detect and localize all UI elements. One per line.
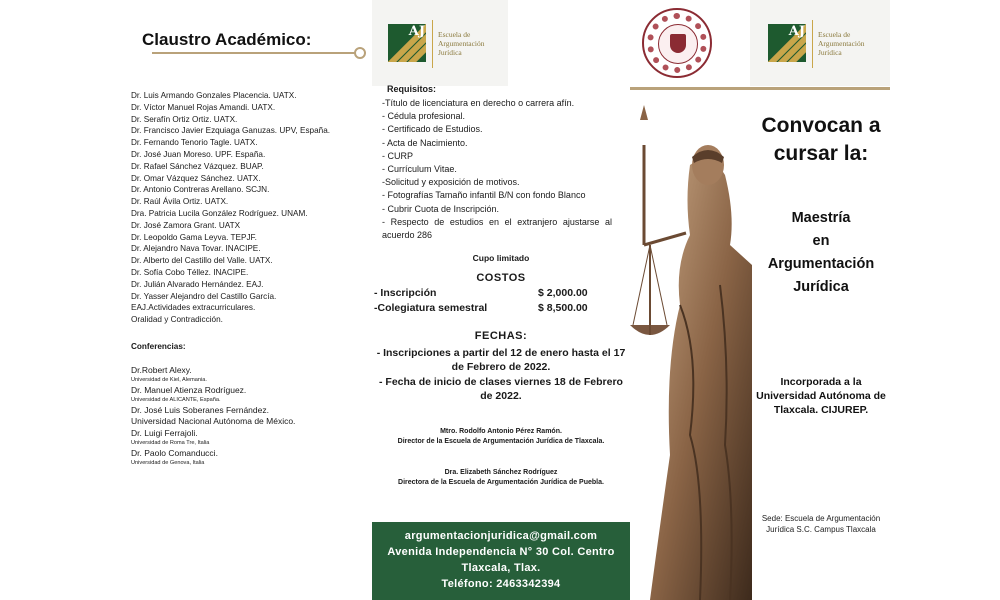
conference-speaker: Dr.Robert Alexy.	[131, 365, 192, 375]
faculty-item: Dr. Antonio Contreras Arellano. SCJN.	[131, 185, 270, 195]
conference-speaker: Dr. Manuel Atienza Rodríguez.	[131, 385, 247, 395]
logo-divider	[432, 20, 433, 68]
title-divider-dot	[354, 47, 366, 59]
faculty-item: Dra. Patricia Lucila González Rodríguez. UNAM.	[131, 208, 308, 218]
requirement-item: - Certificado de Estudios.	[382, 124, 483, 135]
header-divider	[630, 87, 890, 90]
signature-director-tlaxcala	[382, 427, 620, 447]
signature-role: Director de la Escuela de Argumentación Jurídica de Tlaxcala.	[397, 438, 605, 445]
school-logo	[372, 0, 508, 86]
faculty-item: Dr. Serafín Ortiz Ortiz. UATX.	[131, 114, 238, 124]
signature-name: Dra. Elizabeth Sánchez Rodríguez	[444, 469, 558, 476]
logo-text: Escuela de Argumentación Jurídica	[818, 30, 865, 57]
cost-label: - Inscripción	[374, 287, 437, 299]
requirements-list	[382, 97, 612, 242]
faculty-item: Dr. Víctor Manuel Rojas Amandi. UATX.	[131, 102, 276, 112]
faculty-item: EAJ.Actividades extracurriculares.	[131, 303, 256, 313]
lady-justice-statue-image	[630, 105, 752, 600]
contact-phone[interactable]: Teléfono: 2463342394	[441, 578, 561, 590]
class-start-date: - Fecha de inicio de clases viernes 18 de Febrero de 2022.	[379, 376, 623, 402]
faculty-item: Dr. Francisco Javier Ezquiaga Ganuzas. UPV, España.	[131, 126, 331, 136]
conference-item	[131, 365, 371, 384]
aj-logo-icon: AJ	[388, 24, 426, 62]
faculty-item: Dr. José Zamora Grant. UATX	[131, 220, 241, 230]
faculty-item: Dr. Leopoldo Gama Leyva. TEPJF.	[131, 232, 257, 242]
signature-name: Mtro. Rodolfo Antonio Pérez Ramón.	[440, 428, 562, 435]
contact-box	[372, 522, 630, 600]
faculty-item: Oralidad y Contradicción.	[131, 315, 223, 325]
conference-university: Universidad de Kiel, Alemania.	[131, 377, 207, 383]
contact-email[interactable]: argumentacionjuridica@gmail.com	[404, 530, 598, 542]
costs-title: COSTOS	[476, 272, 526, 284]
conference-speaker: Dr. Paolo Comanducci.	[131, 448, 218, 458]
faculty-item: Dr. Julián Alvarado Hernández. EAJ.	[131, 279, 264, 289]
left-panel	[0, 0, 372, 600]
call-heading: Convocan a cursar la:	[761, 114, 881, 165]
requirement-item: - Acta de Nacimiento.	[382, 137, 468, 148]
conference-university: Universidad de Genova, Italia	[131, 460, 205, 466]
faculty-item: Dr. Alberto del Castillo del Valle. UATX.	[131, 256, 273, 266]
faculty-title: Claustro Académico:	[142, 30, 312, 49]
university-seal-icon	[642, 8, 712, 78]
faculty-item: Dr. Alejandro Nava Tovar. INACIPE.	[131, 244, 261, 254]
right-panel	[630, 0, 1000, 600]
conferences-list	[131, 365, 371, 468]
conference-university: Universidad de Roma Tre, Italia	[131, 440, 210, 446]
conference-speaker: Dr. José Luis Soberanes Fernández.	[131, 405, 269, 415]
conference-speaker: Dr. Luigi Ferrajoli.	[131, 428, 198, 438]
faculty-item: Dr. Yasser Alejandro del Castillo García.	[131, 291, 277, 301]
campus-location: Sede: Escuela de Argumentación Jurídica S.C. Campus Tlaxcala	[761, 514, 881, 534]
requirement-item: - Fotografías Tamaño infantil B/N con fondo Blanco	[382, 190, 586, 201]
requirement-item: - CURP	[382, 150, 413, 161]
conference-item	[131, 385, 371, 404]
faculty-list	[131, 90, 371, 326]
title-divider	[152, 52, 357, 54]
cost-label: -Colegiatura semestral	[374, 302, 488, 314]
faculty-item: Dr. Fernando Tenorio Tagle. UATX.	[131, 138, 258, 148]
requirements-title: Requisitos:	[387, 84, 437, 94]
aj-logo-icon: AJ	[768, 24, 806, 62]
faculty-item: Dr. José Juan Moreso. UPF. España.	[131, 149, 266, 159]
contact-address: Avenida Independencia N° 30 Col. Centro Tlaxcala, Tlax.	[387, 546, 615, 574]
logo-divider	[812, 20, 813, 68]
requirement-item: - Cédula profesional.	[382, 111, 466, 122]
dates-title: FECHAS:	[474, 330, 528, 342]
faculty-item: Dr. Sofía Cobo Téllez. INACIPE.	[131, 267, 249, 277]
requirement-item: - Respecto de estudios en el extranjero ajustarse al acuerdo 286	[382, 216, 612, 241]
cost-amount: $ 2,000.00	[538, 287, 588, 299]
requirement-item: -Solicitud y exposición de motivos.	[382, 177, 520, 188]
program-name: Maestría en Argumentación Jurídica	[767, 210, 875, 295]
signature-director-puebla	[382, 468, 620, 488]
signature-role: Directora de la Escuela de Argumentación Jurídica de Puebla.	[398, 479, 604, 486]
requirement-item: -Título de licenciatura en derecho o carrera afín.	[382, 98, 575, 108]
requirement-item: - Currículum Vitae.	[382, 164, 457, 175]
faculty-item: Dr. Luis Armando Gonzales Placencia. UATX.	[131, 91, 297, 100]
faculty-item: Dr. Rafael Sánchez Vázquez. BUAP.	[131, 161, 264, 171]
requirement-item: - Cubrir Cuota de Inscripción.	[382, 203, 500, 214]
incorporation-note: Incorporada a la Universidad Autónoma de Tlaxcala. CIJUREP.	[756, 376, 886, 416]
enrollment-dates: - Inscripciones a partir del 12 de enero hasta el 17 de Febrero de 2022.	[376, 347, 626, 373]
faculty-item: Dr. Raúl Ávila Ortiz. UATX.	[131, 197, 229, 207]
conferences-title: Conferencias:	[131, 342, 186, 351]
conference-item	[131, 448, 371, 467]
school-logo	[750, 0, 890, 86]
faculty-item: Dr. Omar Vázquez Sánchez. UATX.	[131, 173, 261, 183]
conference-item	[131, 428, 371, 447]
conference-item	[131, 405, 371, 427]
logo-text: Escuela de Argumentación Jurídica	[438, 30, 485, 57]
conference-university: Universidad de ALICANTE, España.	[131, 397, 221, 403]
middle-panel	[372, 0, 630, 600]
conference-university: Universidad Nacional Autónoma de México.	[131, 416, 296, 426]
limited-spots-note: Cupo limitado	[472, 253, 530, 263]
cost-amount: $ 8,500.00	[538, 302, 588, 314]
